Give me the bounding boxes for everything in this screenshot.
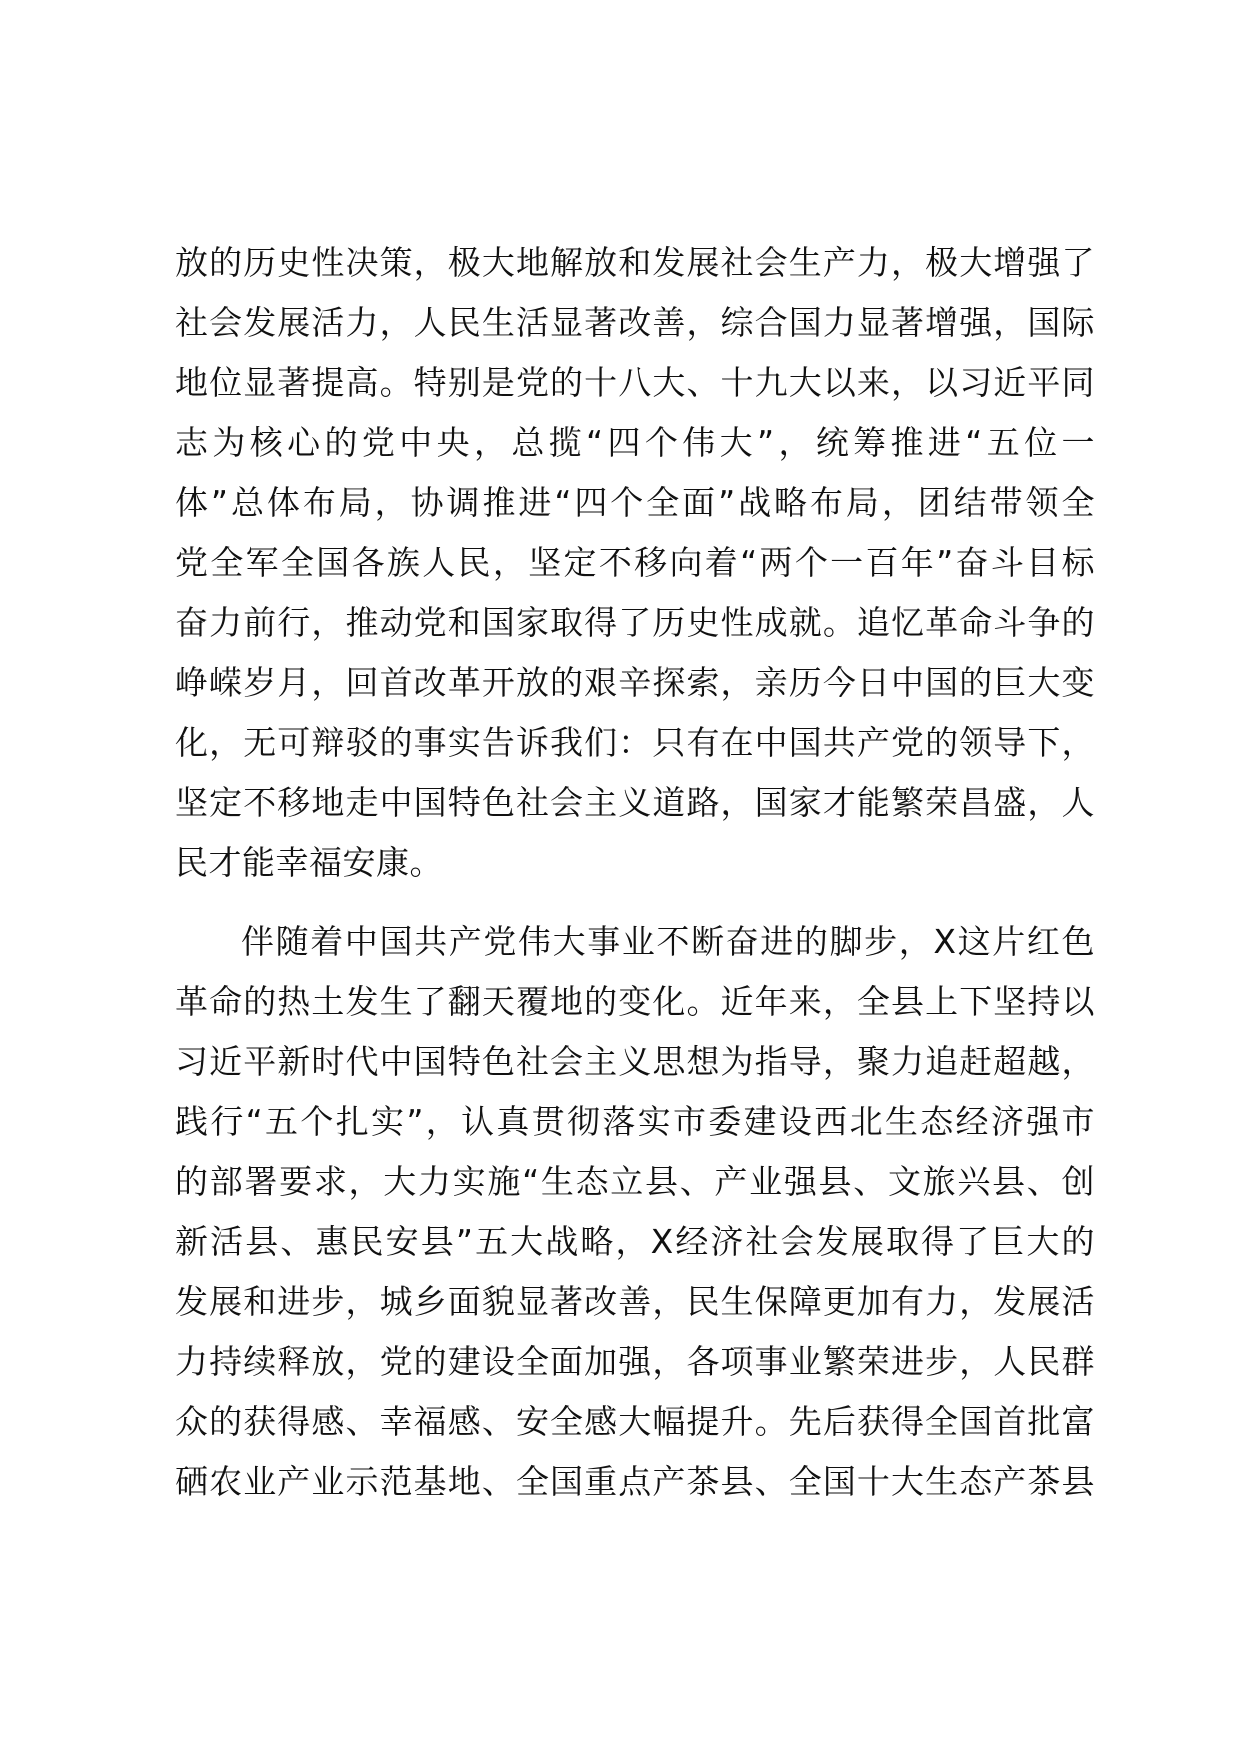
paragraph-line: 奋力前行，推动党和国家取得了历史性成就。追忆革命斗争的: [175, 603, 1095, 642]
paragraph-line: 发展和进步，城乡面貌显著改善，民生保障更加有力，发展活: [175, 1282, 1095, 1321]
paragraph-1: [175, 233, 1095, 893]
paragraph-line: 力持续释放，党的建设全面加强，各项事业繁荣进步，人民群: [175, 1342, 1095, 1381]
paragraph-line: 地位显著提高。特别是党的十八大、十九大以来，以习近平同: [175, 363, 1095, 402]
paragraph-line: 众的获得感、幸福感、安全感大幅提升。先后获得全国首批富: [175, 1402, 1095, 1441]
paragraph-line: 的部署要求，大力实施“生态立县、产业强县、文旅兴县、创: [175, 1162, 1095, 1201]
paragraph-line: 习近平新时代中国特色社会主义思想为指导，聚力追赶超越，: [175, 1042, 1095, 1081]
paragraph-line: 新活县、惠民安县”五大战略，X经济社会发展取得了巨大的: [175, 1222, 1095, 1261]
paragraph-line: 硒农业产业示范基地、全国重点产茶县、全国十大生态产茶县: [175, 1462, 1095, 1501]
paragraph-line: 党全军全国各族人民，坚定不移向着“两个一百年”奋斗目标: [175, 543, 1095, 582]
paragraph-line: 坚定不移地走中国特色社会主义道路，国家才能繁荣昌盛，人: [175, 783, 1095, 822]
paragraph-line: 化，无可辩驳的事实告诉我们：只有在中国共产党的领导下，: [175, 723, 1095, 762]
paragraph-line: 践行“五个扎实”，认真贯彻落实市委建设西北生态经济强市: [175, 1102, 1095, 1141]
paragraph-line: 志为核心的党中央，总揽“四个伟大”，统筹推进“五位一: [175, 423, 1095, 462]
paragraph-line: 放的历史性决策，极大地解放和发展社会生产力，极大增强了: [175, 243, 1095, 282]
paragraph-2: [175, 912, 1095, 1512]
paragraph-line: 体”总体布局，协调推进“四个全面”战略布局，团结带领全: [175, 483, 1095, 522]
paragraph-line: 社会发展活力，人民生活显著改善，综合国力显著增强，国际: [175, 303, 1095, 342]
paragraph-line: 峥嵘岁月，回首改革开放的艰辛探索，亲历今日中国的巨大变: [175, 663, 1095, 702]
paragraph-line: 民才能幸福安康。: [175, 843, 443, 882]
paragraph-line: 伴随着中国共产党伟大事业不断奋进的脚步，X这片红色: [241, 922, 1095, 961]
paragraph-line: 革命的热土发生了翻天覆地的变化。近年来，全县上下坚持以: [175, 982, 1095, 1021]
